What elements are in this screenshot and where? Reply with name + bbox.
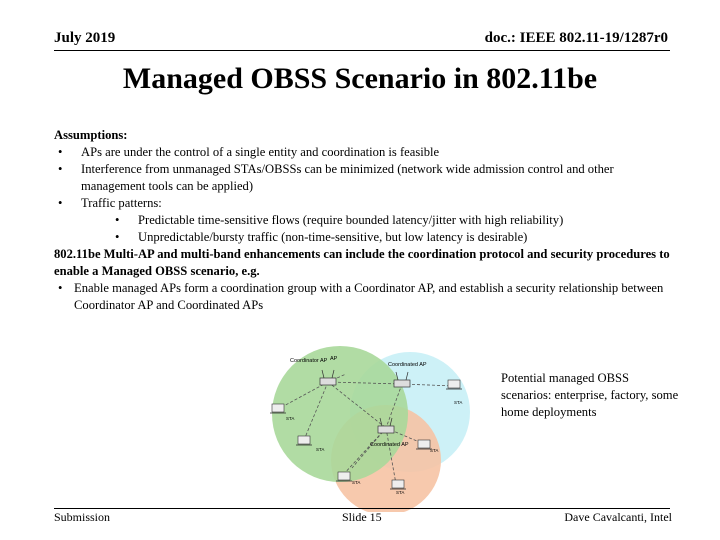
bullet-text: Traffic patterns: bbox=[81, 196, 162, 210]
sta-label: STA bbox=[396, 490, 405, 495]
bullet-icon: • bbox=[58, 281, 63, 295]
header-date: July 2019 bbox=[54, 30, 116, 46]
bullet-icon: • bbox=[115, 213, 120, 227]
sub-bullet-item bbox=[54, 229, 674, 246]
sta-label: STA bbox=[430, 448, 439, 453]
ap-label: AP bbox=[330, 356, 338, 362]
coordinated-ap-top-label: Coordinated AP bbox=[388, 362, 427, 368]
slide-title: Managed OBSS Scenario in 802.11be bbox=[122, 62, 598, 95]
bullet-icon: • bbox=[58, 162, 63, 176]
laptop-icon bbox=[296, 436, 312, 445]
laptop-icon bbox=[446, 380, 462, 389]
footer-submission: Submission bbox=[54, 510, 111, 524]
laptop-icon bbox=[390, 480, 406, 489]
footer-slide-number: Slide 15 bbox=[342, 510, 382, 524]
bullet-text: Enable managed APs form a coordination group with a Coordinator AP, and establish a security relationship between Coordinator AP and Coordinated APs bbox=[74, 281, 664, 312]
bullet-text: Interference from unmanaged STAs/OBSSs can be minimized (network wide admission control and other management tools can be applied) bbox=[81, 162, 614, 193]
laptop-icon bbox=[336, 472, 352, 481]
sta-label: STA bbox=[352, 480, 361, 485]
header-doc-id: doc.: IEEE 802.11-19/1287r0 bbox=[484, 30, 668, 46]
sta-label: STA bbox=[286, 416, 295, 421]
diagram-caption: Potential managed OBSS scenarios: enterprise, factory, some home deployments bbox=[501, 371, 679, 419]
assumptions-heading: Assumptions: bbox=[54, 128, 128, 142]
footer-author: Dave Cavalcanti, Intel bbox=[564, 510, 672, 524]
bullet-item bbox=[54, 161, 674, 195]
coordinator-ap-label: Coordinator AP bbox=[290, 358, 328, 364]
slide-body bbox=[54, 127, 674, 314]
bullet-item bbox=[54, 144, 674, 161]
multi-ap-paragraph: 802.11be Multi-AP and multi-band enhancements can include the coordination protocol and security procedures to enable a Managed OBSS scenario, e.g. bbox=[54, 247, 670, 278]
laptop-icon bbox=[270, 404, 286, 413]
sub-bullet-text: Unpredictable/bursty traffic (non-time-sensitive, but low latency is desirable) bbox=[138, 230, 528, 244]
coordinated-ap-bottom-label: Coordinated AP bbox=[370, 442, 409, 448]
network-diagram bbox=[262, 340, 498, 512]
bullet-icon: • bbox=[115, 230, 120, 244]
bullet-item bbox=[54, 195, 674, 212]
bullet-icon: • bbox=[58, 145, 63, 159]
footer-rule bbox=[54, 508, 670, 509]
sub-bullet-item bbox=[54, 212, 674, 229]
bullet-item bbox=[54, 280, 674, 314]
bullet-icon: • bbox=[58, 196, 63, 210]
sta-label: STA bbox=[454, 400, 463, 405]
sta-label: STA bbox=[316, 447, 325, 452]
bullet-text: APs are under the control of a single entity and coordination is feasible bbox=[81, 145, 440, 159]
header-rule bbox=[54, 50, 670, 51]
sub-bullet-text: Predictable time-sensitive flows (require bounded latency/jitter with high reliability) bbox=[138, 213, 564, 227]
